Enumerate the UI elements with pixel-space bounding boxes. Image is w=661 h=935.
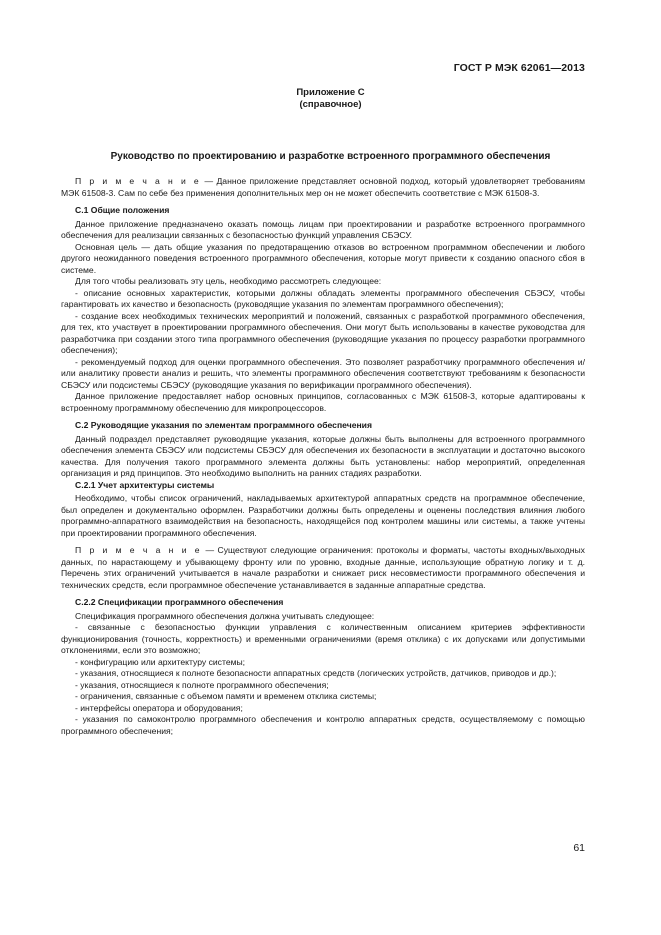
list-item: - указания по самоконтролю программного обеспечения и контролю аппаратных средств, осуществляемому с помощью программного обеспечения; [61, 714, 585, 736]
page-number: 61 [573, 842, 585, 854]
paragraph: Данное приложение предоставляет набор основных принципов, согласованных с МЭК 61508-3, которые адаптированы к встроенному программному обеспечению для микропроцессоров. [61, 391, 585, 413]
note-text: — Данное приложение представляет основной подход, который удовлетворяет требованиям МЭК 61508-3. Сам по себе без применения дополнительных мер он не может обеспечить соответствие с МЭК 61508-3. [61, 176, 585, 198]
paragraph: Спецификация программного обеспечения должна учитывать следующее: [75, 610, 375, 621]
paragraph: Данный подраздел представляет руководящие указания, которые должны быть выполнены для встроенного программного обеспечения элемента СБЭСУ или подсистемы СБЭСУ для обеспечения их безопасности в эксплуатации и достаточно высокого качества. Для получения такого программного элемента должны быть установлены: набор мероприятий, определенная организация и ряд принципов. Это необходимо выполнить на ранних стадиях разработки. [61, 433, 585, 478]
subsection-heading: С.2.2 Спецификации программного обеспечения [75, 597, 284, 607]
list-item: - указания, относящиеся к полноте безопасности аппаратных средств (логических устройств, датчиков, приводов и др.); [75, 668, 557, 678]
document-title: Руководство по проектированию и разработке встроенного программного обеспечения [110, 151, 551, 162]
list-item: - рекомендуемый подход для оценки программного обеспечения. Это позволяет разработчику программного обеспечения и/или аналитику провести анализ и решить, что элементы программного обеспечения соответствуют требованиям к безопасности СБЭСУ или подсистемы СБЭСУ (руководящие указания по верификации программного обеспечения). [61, 356, 585, 390]
annex-title [0, 87, 661, 111]
annex-type: (справочное) [299, 99, 362, 110]
list-item: - ограничения, связанные с объемом памяти и временем отклика системы; [75, 691, 377, 701]
section-heading: С.2 Руководящие указания по элементам программного обеспечения [75, 420, 372, 430]
paragraph: Для того чтобы реализовать эту цель, необходимо рассмотреть следующее: [75, 276, 382, 286]
note-paragraph [61, 545, 585, 591]
document-body [61, 176, 585, 737]
note-label: П р и м е ч а н и е [75, 545, 202, 555]
annex-label: Приложение С [296, 87, 365, 98]
note-text: — Существуют следующие ограничения: протоколы и форматы, частоты входных/выходных данных, по нарастающему и убывающему фронту или по уровню, входные данные, использующие обратную логику и т. д. Перечень этих ограничений учитывается в начале разработки и снижает риск несовместимости программного обеспечения и технических средств, если программное обеспечение устанавливается в заданные аппаратные средства. [61, 545, 585, 590]
list-item: - интерфейсы оператора и оборудования; [75, 702, 243, 713]
list-item: - конфигурацию или архитектуру системы; [75, 656, 246, 667]
list-item: - создание всех необходимых технических мероприятий и положений, связанных с разработкой программного обеспечения, для тех, кто участвует в проектировании программного обеспечения. Они могут быть использованы в качестве руководства для разработчика при создании этого типа программного обеспечения (руководящие указания по процессу разработки программного обеспечения); [61, 310, 585, 355]
list-item: - указания, относящиеся к полноте программного обеспечения; [75, 679, 329, 690]
section-heading: С.1 Общие положения [75, 205, 170, 215]
paragraph: Данное приложение предназначено оказать помощь лицам при проектировании и разработке встроенного программного обеспечения для реализации связанных с безопасностью функций управления СБЭСУ. [61, 218, 585, 240]
subsection-heading: С.2.1 Учет архитектуры системы [75, 479, 215, 490]
note-intro [61, 176, 585, 199]
list-item: - описание основных характеристик, которыми должны обладать элементы программного обеспечения СБЭСУ, чтобы гарантировать их качество и безопасность (руководящие указания по элементам программного обеспечения); [61, 287, 585, 309]
list-item: - связанные с безопасностью функции управления с количественным описанием критериев эффективности функционирования (точность, корректность) и временными ограничениями (время отклика) с их допусками или допустимыми отклонениями, если это возможно; [61, 622, 585, 655]
note-label: П р и м е ч а н и е [75, 176, 202, 186]
paragraph: Необходимо, чтобы список ограничений, накладываемых архитектурой аппаратных средств на программное обеспечение, был определен и документально оформлен. Разработчики должны быть определены и оценены последствия влияния любого программно-аппаратного взаимодействия на безопасность, находящейся под контролем машины или системы, а также учтены при проектировании программного обеспечения. [61, 493, 585, 538]
paragraph: Основная цель — дать общие указания по предотвращению отказов во встроенном программном обеспечении и любого другого неожиданного поведения встроенного программного обеспечения, которые могут привести к созданию опасного сбоя в системе. [61, 241, 585, 275]
standard-header: ГОСТ Р МЭК 62061—2013 [453, 62, 585, 74]
